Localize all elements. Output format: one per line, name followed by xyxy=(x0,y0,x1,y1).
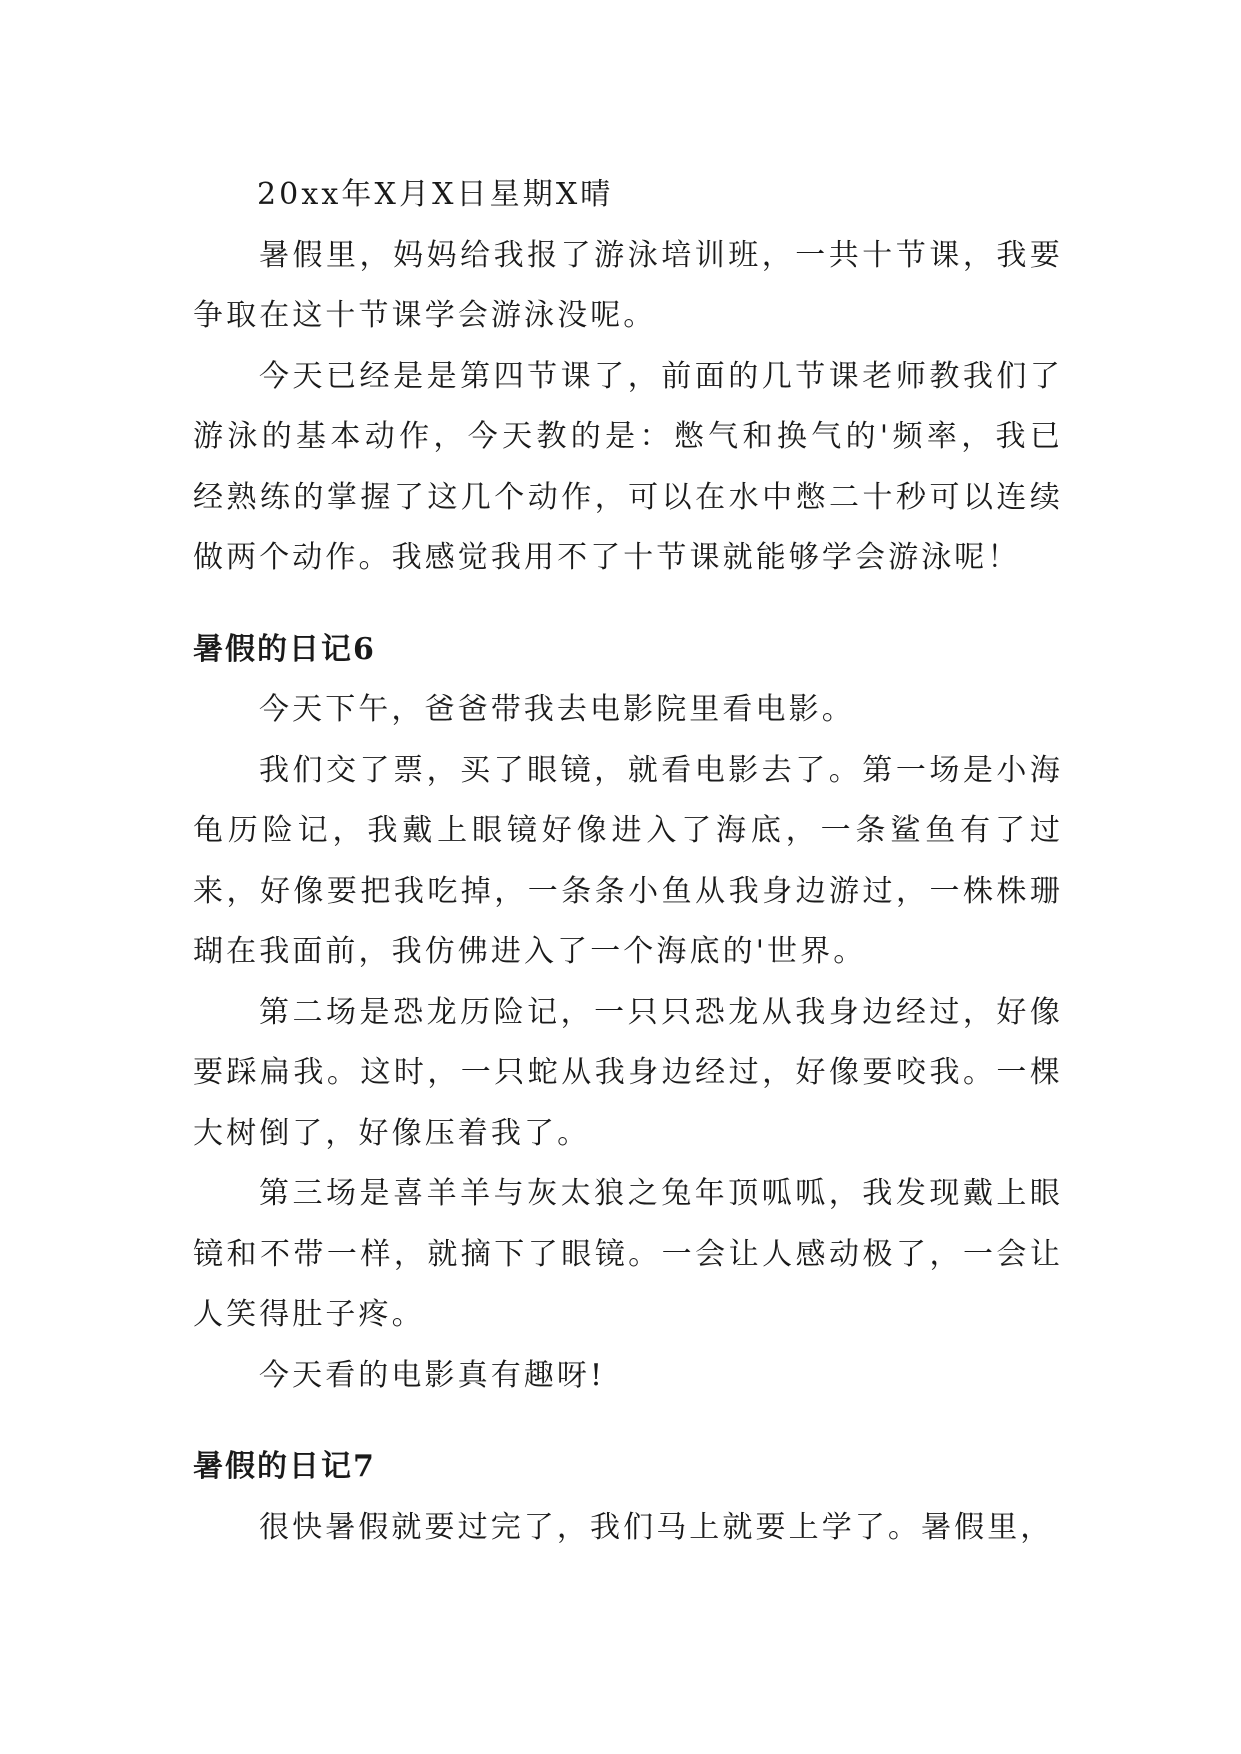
entry5-paragraph-2: 今天已经是是第四节课了，前面的几节课老师教我们了游泳的基本动作，今天教的是：憋气和换气的'频率，我已经熟练的掌握了这几个动作，可以在水中憋二十秒可以连续做两个动作。我感觉我用不了十节课就能够学会游泳呢！ xyxy=(193,358,1063,575)
entry5-date-line: 20xx年X月X日星期X晴 xyxy=(257,177,614,212)
entry6-paragraph-1: 今天下午，爸爸带我去电影院里看电影。 xyxy=(259,692,855,727)
section-gap xyxy=(193,589,1063,620)
entry6-paragraph-5: 今天看的电影真有趣呀! xyxy=(259,1357,606,1393)
entry7-paragraph-1: 很快暑假就要过完了，我们马上就要上学了。暑假里， xyxy=(259,1509,1054,1545)
section-gap xyxy=(193,1406,1063,1437)
entry6-paragraph-2: 我们交了票，买了眼镜，就看电影去了。第一场是小海龟历险记，我戴上眼镜好像进入了海底，一条鲨鱼有了过来，好像要把我吃掉，一条条小鱼从我身边游过，一株株珊瑚在我面前，我仿佛进入了一个海底的'世界。 xyxy=(193,752,1063,969)
entry5-paragraph-1: 暑假里，妈妈给我报了游泳培训班，一共十节课，我要争取在这十节课学会游泳没呢。 xyxy=(193,237,1063,333)
entry6-title: 暑假的日记6 xyxy=(193,631,376,667)
entry6-paragraph-4: 第三场是喜羊羊与灰太狼之兔年顶呱呱，我发现戴上眼镜和不带一样，就摘下了眼镜。一会让人感动极了，一会让人笑得肚子疼。 xyxy=(193,1176,1063,1332)
entry6-paragraph-3: 第二场是恐龙历险记，一只只恐龙从我身边经过，好像要踩扁我。这时，一只蛇从我身边经过，好像要咬我。一棵大树倒了，好像压着我了。 xyxy=(193,994,1063,1151)
document-page xyxy=(193,165,1063,1558)
entry7-title: 暑假的日记7 xyxy=(193,1449,376,1484)
